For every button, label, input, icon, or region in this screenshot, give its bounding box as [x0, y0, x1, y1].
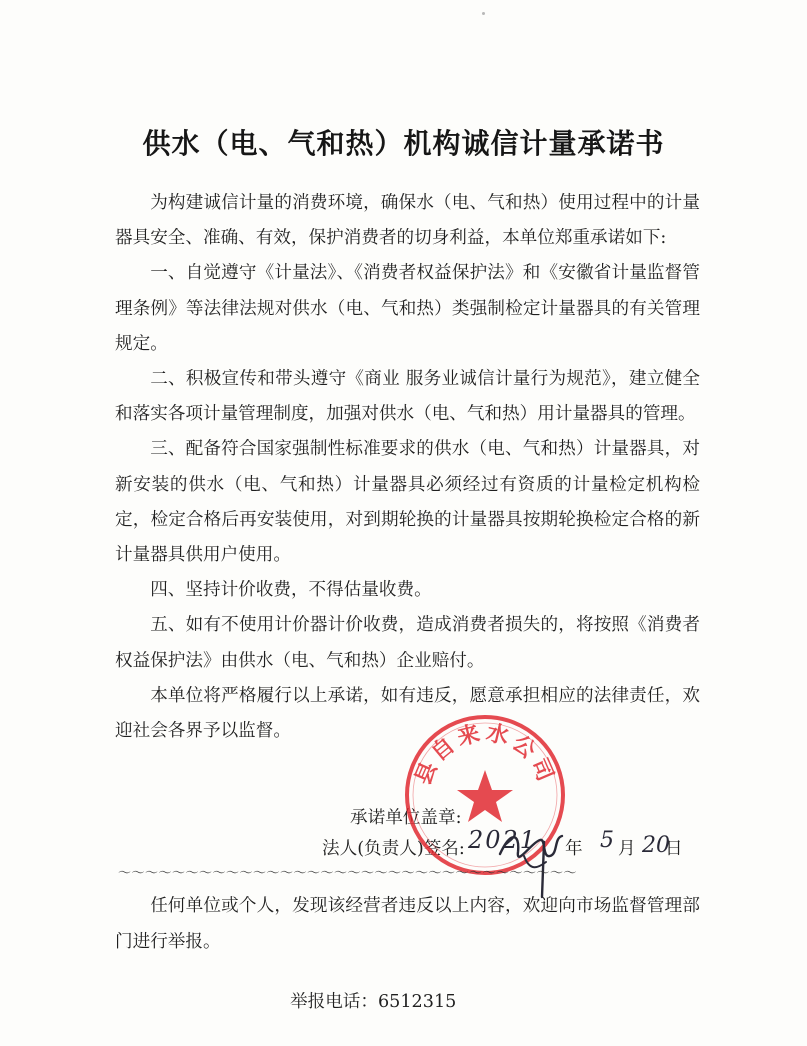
- month-char: 月: [618, 839, 636, 859]
- report-hotline: 举报电话：6512315: [290, 992, 457, 1012]
- unit-seal-label: 承诺单位盖章:: [350, 808, 462, 828]
- clause-1-paragraph: 一、自觉遵守《计量法》、《消费者权益保护法》和《安徽省计量监督管理条例》等法律法规对供水（电、气和热）类强制检定计量器具的有关管理规定。: [115, 263, 700, 354]
- clause-4-paragraph: 四、坚持计价收费，不得估量收费。: [150, 580, 432, 601]
- closing-paragraph: 本单位将严格履行以上承诺，如有违反，愿意承担相应的法律责任，欢迎社会各界予以监督。: [115, 685, 700, 742]
- document-title: 供水（电、气和热）机构诚信计量承诺书: [142, 127, 665, 160]
- seal-text: 县自来水公司: [410, 720, 560, 789]
- wavy-divider: ～～～～～～～～～～～～～～～～～～～～～～～～～～～～～～～～～～: [118, 866, 578, 881]
- clause-2-paragraph: 二、积极宣传和带头遵守《商业 服务业诚信计量行为规范》，建立健全和落实各项计量管理制度，加强对供水（电、气和热）用计量器具的管理。: [115, 369, 700, 425]
- clause-3-paragraph: 三、配备符合国家强制性标准要求的供水（电、气和热）计量器具，对新安装的供水（电、气和热）计量器具必须经过有资质的计量检定机构检定，检定合格后再安装使用，对到期轮换的计量器具按期轮换检定合格的新计量器具供用户使用。: [115, 439, 700, 566]
- report-notice: 任何单位或个人，发现该经营者违反以上内容，欢迎向市场监督管理部门进行举报。: [115, 896, 700, 952]
- year-char: 年: [565, 839, 583, 859]
- handwritten-year: 2021: [468, 826, 538, 854]
- legal-person-label: 法人(负责人)签名:: [322, 839, 465, 859]
- scan-speck: [482, 12, 485, 15]
- commitment-body: [115, 186, 700, 749]
- intro-paragraph: 为构建诚信计量的消费环境，确保水（电、气和热）使用过程中的计量器具安全、准确、有效，保护消费者的切身利益，本单位郑重承诺如下:: [115, 193, 700, 249]
- handwritten-day: 20: [642, 833, 670, 858]
- day-char: 日: [665, 839, 683, 859]
- clause-5-paragraph: 五、如有不使用计价器计价收费，造成消费者损失的，将按照《消费者权益保护法》由供水（电、气和热）企业赔付。: [115, 615, 700, 671]
- handwritten-month: 5: [600, 828, 614, 853]
